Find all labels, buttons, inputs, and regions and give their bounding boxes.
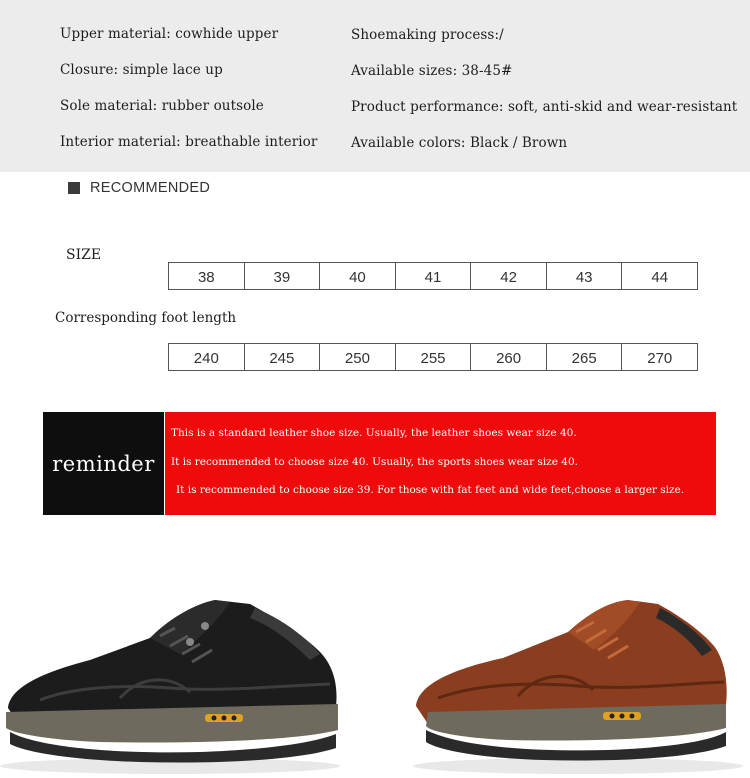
size-cell: 39 [245, 263, 321, 289]
spec-interior-material: Interior material: breathable interior [60, 134, 318, 150]
reminder-line: This is a standard leather shoe size. Usually, the leather shoes wear size 40. [171, 427, 577, 439]
size-label: SIZE [66, 247, 102, 263]
spec-available-sizes: Available sizes: 38-45# [351, 63, 513, 79]
foot-length-row [168, 343, 698, 371]
length-cell: 245 [245, 344, 321, 370]
size-cell: 38 [169, 263, 245, 289]
size-cell: 44 [651, 269, 669, 286]
spec-sole-material: Sole material: rubber outsole [60, 98, 264, 114]
specs-panel [0, 0, 750, 172]
reminder-text-box [164, 412, 716, 515]
spec-available-colors: Available colors: Black / Brown [351, 135, 568, 151]
brown-shoe-image [408, 586, 748, 774]
size-cell: 40 [320, 263, 396, 289]
spec-upper-material: Upper material: cowhide upper [60, 26, 279, 42]
recommended-title: RECOMMENDED [90, 180, 211, 196]
foot-length-label: Corresponding foot length [55, 310, 237, 326]
spec-closure: Closure: simple lace up [60, 62, 223, 78]
size-row [168, 262, 698, 290]
length-cell: 255 [396, 344, 472, 370]
size-cell: 43 [547, 263, 623, 289]
reminder-banner [43, 412, 716, 515]
length-cell: 270 [647, 350, 673, 367]
size-cell: 41 [396, 263, 472, 289]
length-cell: 265 [547, 344, 623, 370]
spec-shoemaking-process: Shoemaking process:/ [351, 27, 504, 43]
length-cell: 240 [169, 344, 245, 370]
reminder-title: reminder [52, 451, 155, 476]
reminder-line: It is recommended to choose size 39. For those with fat feet and wide feet,choose a larger size. [176, 484, 685, 496]
black-shoe-image [0, 588, 345, 774]
reminder-title-box [43, 412, 164, 515]
recommended-heading [68, 180, 210, 196]
size-cell: 42 [471, 263, 547, 289]
square-bullet-icon [68, 182, 80, 194]
spec-product-performance: Product performance: soft, anti-skid and wear-resistant [351, 99, 738, 115]
length-cell: 260 [471, 344, 547, 370]
reminder-line: It is recommended to choose size 40. Usually, the sports shoes wear size 40. [171, 456, 578, 468]
length-cell: 250 [320, 344, 396, 370]
